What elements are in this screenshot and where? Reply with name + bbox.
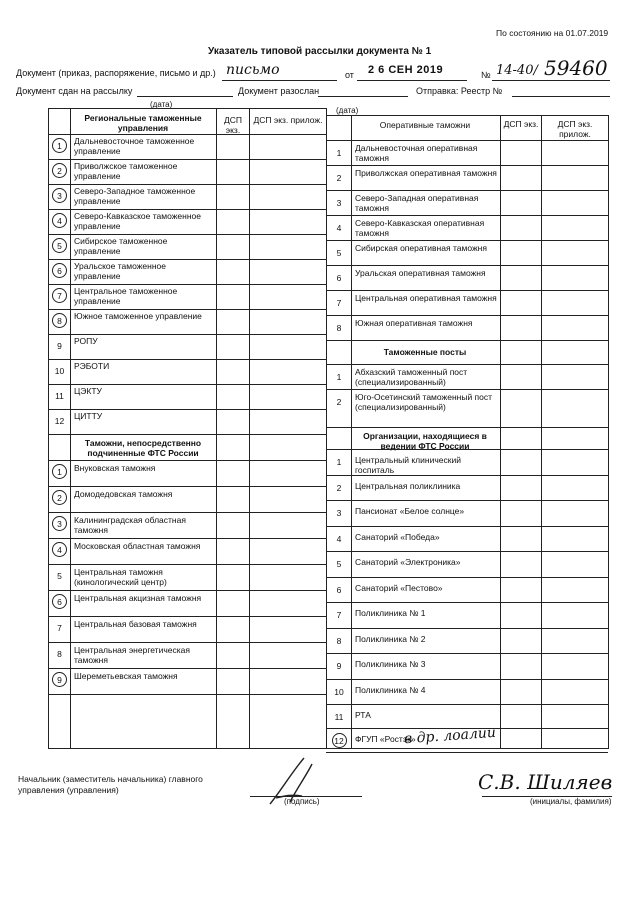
submitted-label: Документ сдан на рассылку [16,86,133,96]
row-divider [326,140,608,141]
customs-row-name: Внуковская таможня [74,463,156,473]
date-caption-right: (дата) [336,106,359,115]
operational-row-name: Сибирская оперативная таможня [355,243,487,253]
row-number: 3 [336,198,342,208]
row-divider [48,434,327,435]
selection-circle [52,138,67,153]
customs-row-name: Шереметьевская таможня [74,671,178,681]
row-divider [48,159,327,160]
selection-circle [52,516,67,531]
row-divider [326,290,608,291]
org-row-name: РТА [355,710,371,720]
selection-circle [52,542,67,557]
number-prefix: 14-40/ [496,63,538,78]
row-divider [326,704,608,705]
post-row-name: Абхазский таможенный пост (специализированный) [355,367,468,387]
row-number: 8 [336,323,342,333]
regional-row-name: Северо-Кавказское таможенное управление [74,211,201,231]
row-divider [326,551,608,552]
org-row-name: Санаторий «Пестово» [355,582,443,593]
row-divider [48,134,327,135]
org-row-name: Поликлиника № 3 [355,659,426,669]
name-handwritten: С.В. Шиляев [478,770,613,794]
row-number: 12 [334,736,344,746]
row-divider [48,334,327,335]
org-row-name: Поликлиника № 4 [355,684,426,695]
status-date: По состоянию на 01.07.2019 [496,28,609,38]
customs-row-name: Центральная акцизная таможня [74,593,202,603]
row-divider [48,384,327,385]
number-value: 59460 [544,56,608,80]
selection-circle [52,288,67,303]
row-number: 2 [57,166,62,176]
regional-row-name: Уральское таможенное управление [74,261,166,281]
row-number: 4 [336,533,342,544]
customs-row-name: Центральная энергетическая таможня [74,645,190,665]
row-number: 10 [54,366,65,376]
row-number: 3 [57,191,62,201]
row-number: 4 [57,545,62,555]
customs-row-name: Домодедовская таможня [74,489,173,499]
regional-row-name: ЦИТТУ [74,411,103,421]
row-number: 1 [336,148,342,158]
row-divider [326,500,608,501]
row-divider [326,628,608,629]
org-row-name: Центральная поликлиника [355,480,461,491]
row-number: 6 [57,597,62,607]
selection-circle [52,672,67,687]
operational-row-name: Северо-Западная оперативная таможня [355,193,479,213]
number-label: № [481,70,491,80]
row-divider [326,165,608,166]
head-label: Начальник (заместитель начальника) главного управления (управления) [18,774,203,795]
row-divider [48,460,327,461]
row-number: 8 [57,649,62,659]
selection-circle [52,213,67,228]
operational-row-name: Северо-Кавказская оперативная таможня [355,218,485,238]
handwritten-note: в др. лоалии [403,724,497,748]
row-number: 8 [336,635,342,646]
regional-row-name: РОПУ [74,336,98,346]
regional-row-name: Южное таможенное управление [74,311,202,321]
name-label: (инициалы, фамилия) [530,797,612,806]
org-row-name: Поликлиника № 2 [355,633,426,644]
row-divider [48,284,327,285]
row-number: 10 [334,686,344,697]
regional-row-name: Сибирское таможенное управление [74,236,168,256]
row-number: 7 [57,623,62,633]
row-divider [326,389,608,390]
row-number: 2 [336,173,342,183]
org-row-name: Поликлиника № 1 [355,608,426,618]
selection-circle [52,263,67,278]
row-number: 1 [57,141,62,151]
row-divider [48,512,327,513]
row-divider [48,564,327,565]
row-divider [48,616,327,617]
row-number: 1 [336,372,342,382]
customs-row-name: Центральная базовая таможня [74,619,197,629]
row-number: 2 [336,397,342,407]
org-row-name: ФГУП «Ростэк» [355,734,416,744]
row-divider [326,315,608,316]
row-divider [48,668,327,669]
sent-label: Документ разослан [238,86,320,96]
row-divider [48,234,327,235]
row-number: 6 [336,584,342,595]
row-divider [326,602,608,603]
row-number: 6 [57,266,62,276]
doc-type-handwritten: письмо [226,62,280,78]
post-row-name: Юго-Осетинский таможенный пост (специализированный) [355,392,493,412]
header-regional: Региональные таможенные управления [84,113,202,133]
header-orgs: Организации, находящиеся в ведении ФТС России [363,431,487,451]
row-number: 4 [336,223,342,233]
operational-row-name: Уральская оперативная таможня [355,268,486,278]
row-number: 1 [336,457,342,467]
row-divider [326,340,608,341]
customs-row-name: Центральная таможня (кинологический центр) [74,567,167,587]
operational-row-name: Дальневосточная оперативная таможня [355,143,478,163]
row-divider [326,577,608,578]
row-divider [326,449,608,450]
row-divider [326,475,608,476]
row-number: 5 [57,241,62,251]
date-caption-left: (дата) [150,100,173,109]
selection-circle [52,188,67,203]
row-divider [48,538,327,539]
regional-row-name: ЦЭКТУ [74,386,102,396]
row-number: 8 [57,316,62,326]
header-customs: Таможни, непосредственно подчиненные ФТС России [84,438,202,458]
row-number: 7 [336,610,342,620]
row-number: 1 [57,467,62,477]
operational-row-name: Южная оперативная таможня [355,318,473,328]
selection-circle [52,464,67,479]
regional-row-name: Дальневосточное таможенное управление [74,136,195,156]
header-dsp-pril-right: ДСП экз. прилож. [557,119,593,139]
row-number: 2 [336,482,342,493]
selection-circle [332,733,347,748]
doc-date-stamp: 2 6 СЕН 2019 [368,64,444,76]
row-divider [326,190,608,191]
customs-row-name: Московская областная таможня [74,541,201,551]
org-row-name: Пансионат «Белое солнце» [355,506,465,516]
from-label: от [345,70,354,80]
row-number: 11 [334,712,344,722]
row-divider [326,427,608,428]
row-divider [48,409,327,410]
row-number: 4 [57,216,62,226]
signature-image [262,752,322,812]
org-row-name: Санаторий «Победа» [355,531,440,542]
row-divider [48,259,327,260]
header-posts: Таможенные посты [383,347,467,357]
org-row-name: Центральный клинический госпиталь [355,455,461,475]
row-divider [48,694,327,695]
row-divider [326,215,608,216]
row-number: 7 [57,291,62,301]
row-divider [326,679,608,680]
selection-circle [52,490,67,505]
doc-type-label: Документ (приказ, распоряжение, письмо и др.) [16,68,216,78]
row-divider [48,209,327,210]
row-divider [326,364,608,365]
shipment-label: Отправка: Реестр № [416,86,503,96]
row-number: 2 [57,493,62,503]
row-number: 6 [336,273,342,283]
row-number: 9 [336,661,342,671]
row-number: 9 [57,675,62,685]
row-divider [326,240,608,241]
row-divider [326,526,608,527]
page-title: Указатель типовой рассылки документа № 1 [208,46,432,57]
row-number: 5 [336,248,342,258]
customs-row-name: Калининградская областная таможня [74,515,186,535]
row-divider [48,486,327,487]
row-divider [48,590,327,591]
selection-circle [52,163,67,178]
row-number: 7 [336,298,342,308]
regional-row-name: Северо-Западное таможенное управление [74,186,196,206]
row-number: 3 [336,508,342,518]
row-divider [48,309,327,310]
org-row-name: Санаторий «Электроника» [355,557,461,567]
row-divider [48,359,327,360]
header-operational: Оперативные таможни [379,120,471,130]
row-divider [326,752,608,753]
selection-circle [52,238,67,253]
row-divider [326,265,608,266]
row-number: 5 [57,571,62,581]
header-dsp-ekz-left: ДСП экз. [223,115,242,135]
regional-row-name: Центральное таможенное управление [74,286,178,306]
regional-row-name: РЭБОТИ [74,361,110,371]
row-divider [48,184,327,185]
regional-row-name: Приволжское таможенное управление [74,161,178,181]
operational-row-name: Центральная оперативная таможня [355,293,497,303]
selection-circle [52,313,67,328]
sign-label: (подпись) [284,797,320,806]
row-number: 9 [57,341,62,351]
header-dsp-pril-left: ДСП экз. прилож. [253,115,323,125]
row-number: 11 [55,391,64,401]
selection-circle [52,594,67,609]
row-number: 12 [54,416,65,426]
row-divider [48,642,327,643]
operational-row-name: Приволжская оперативная таможня [355,168,497,178]
header-dsp-ekz-right: ДСП экз. [503,119,539,129]
row-number: 5 [336,559,342,569]
row-divider [326,653,608,654]
row-number: 3 [57,519,62,529]
